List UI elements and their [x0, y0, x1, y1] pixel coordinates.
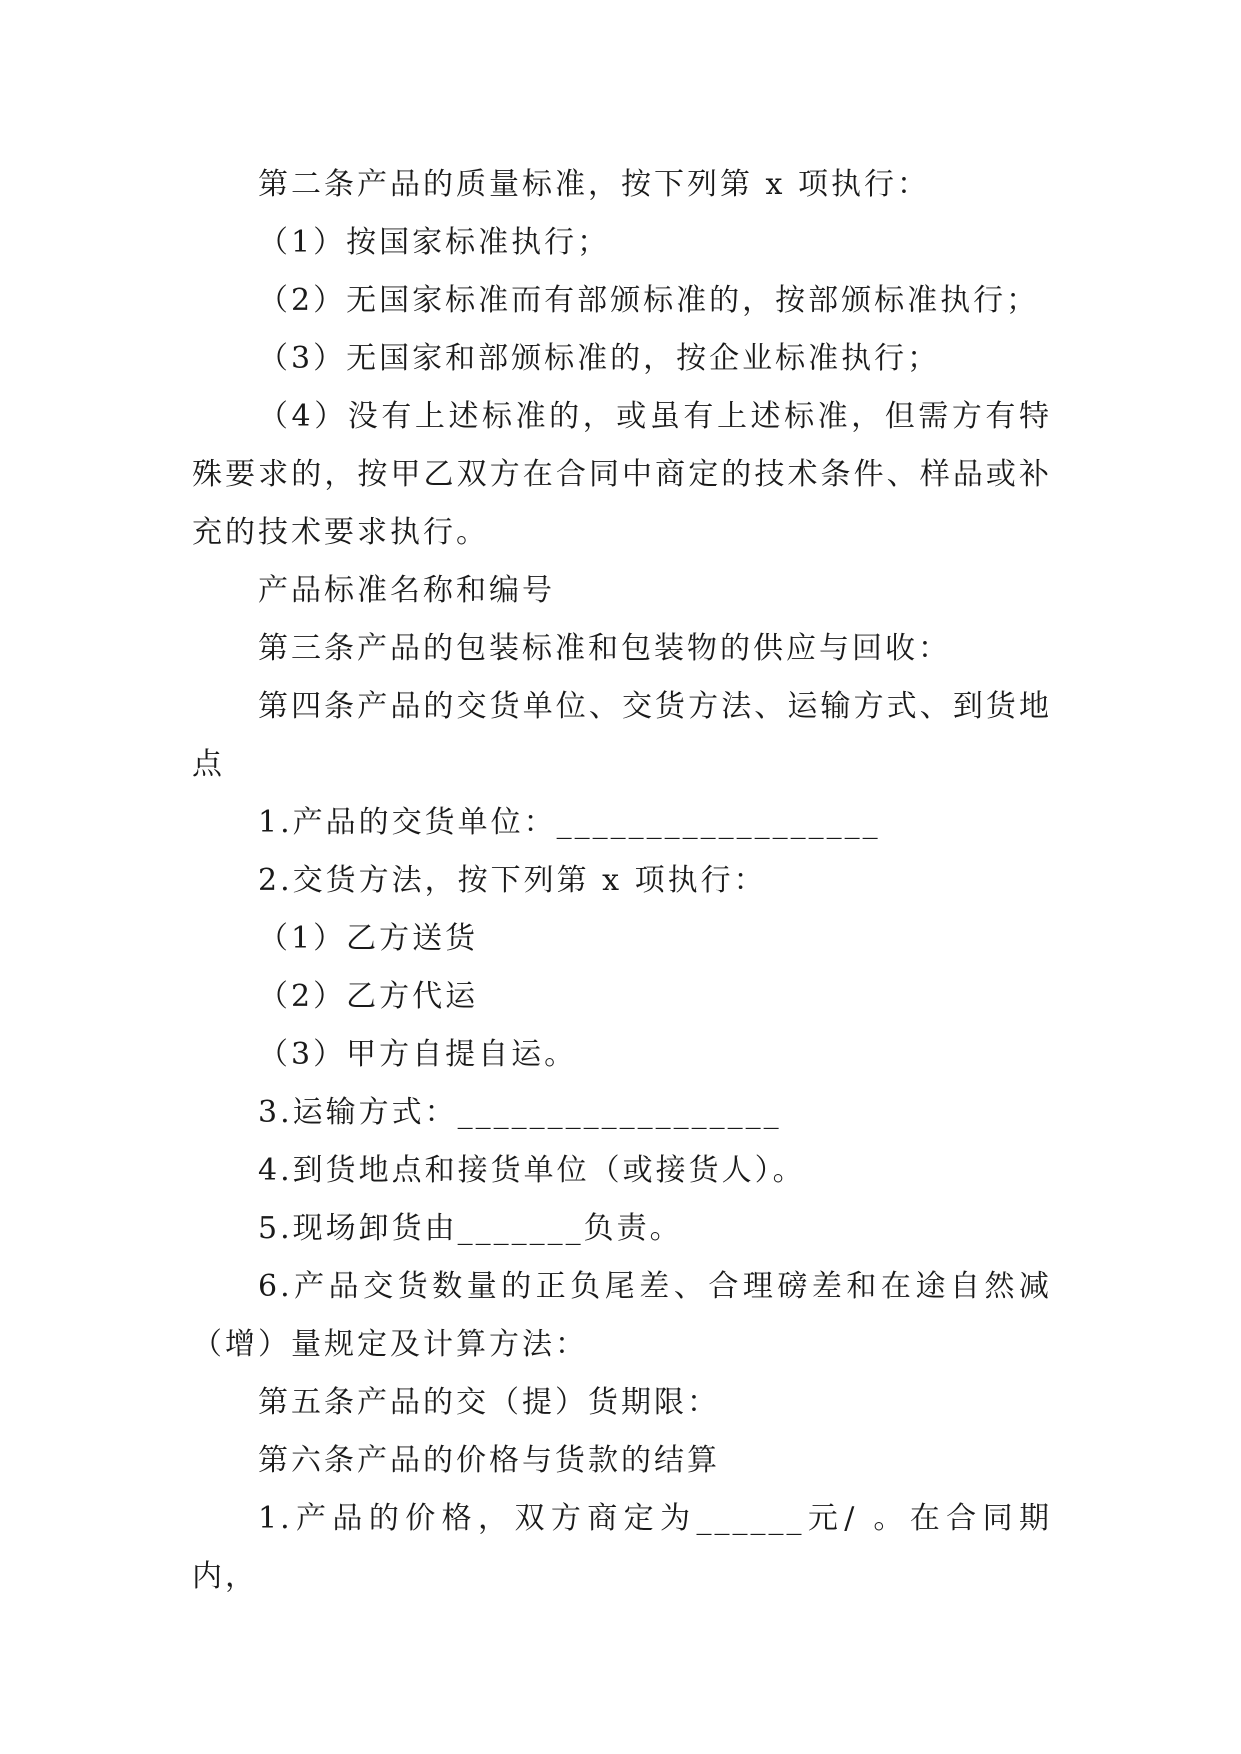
clause-4-item-5: 5.现场卸货由_______负责。 — [258, 1211, 683, 1246]
contract-text — [192, 156, 1052, 1606]
clause-2-heading: 第二条产品的质量标准，按下列第 x 项执行： — [258, 167, 930, 202]
clause-5-heading: 第五条产品的交（提）货期限： — [258, 1385, 720, 1420]
clause-4-item-2: 2.交货方法，按下列第 x 项执行： — [258, 863, 767, 898]
clause-2-item-1: （1）按国家标准执行； — [258, 225, 611, 260]
delivery-option-1: （1）乙方送货 — [258, 921, 479, 956]
delivery-option-3: （3）甲方自提自运。 — [258, 1037, 578, 1072]
clause-2-item-4: （4）没有上述标准的，或虽有上述标准，但需方有特殊要求的，按甲乙双方在合同中商定的技术条件、样品或补充的技术要求执行。 — [192, 399, 1052, 550]
clause-6-item-1: 1.产品的价格，双方商定为______元/ 。在合同期内， — [192, 1501, 1052, 1594]
clause-4-item-3: 3.运输方式：__________________ — [258, 1095, 782, 1130]
clause-4-item-4: 4.到货地点和接货单位（或接货人）。 — [258, 1153, 806, 1188]
clause-4-heading: 第四条产品的交货单位、交货方法、运输方式、到货地点 — [192, 689, 1052, 782]
clause-2-item-3: （3）无国家和部颁标准的，按企业标准执行； — [258, 341, 941, 376]
clause-3-heading: 第三条产品的包装标准和包装物的供应与回收： — [258, 631, 951, 666]
clause-2-item-2: （2）无国家标准而有部颁标准的，按部颁标准执行； — [258, 283, 1040, 318]
clause-4-item-6: 6.产品交货数量的正负尾差、合理磅差和在途自然减（增）量规定及计算方法： — [192, 1269, 1052, 1362]
product-standard-name: 产品标准名称和编号 — [258, 573, 555, 608]
clause-4-item-1: 1.产品的交货单位：__________________ — [258, 805, 881, 840]
delivery-option-2: （2）乙方代运 — [258, 979, 479, 1014]
clause-6-heading: 第六条产品的价格与货款的结算 — [258, 1443, 720, 1478]
